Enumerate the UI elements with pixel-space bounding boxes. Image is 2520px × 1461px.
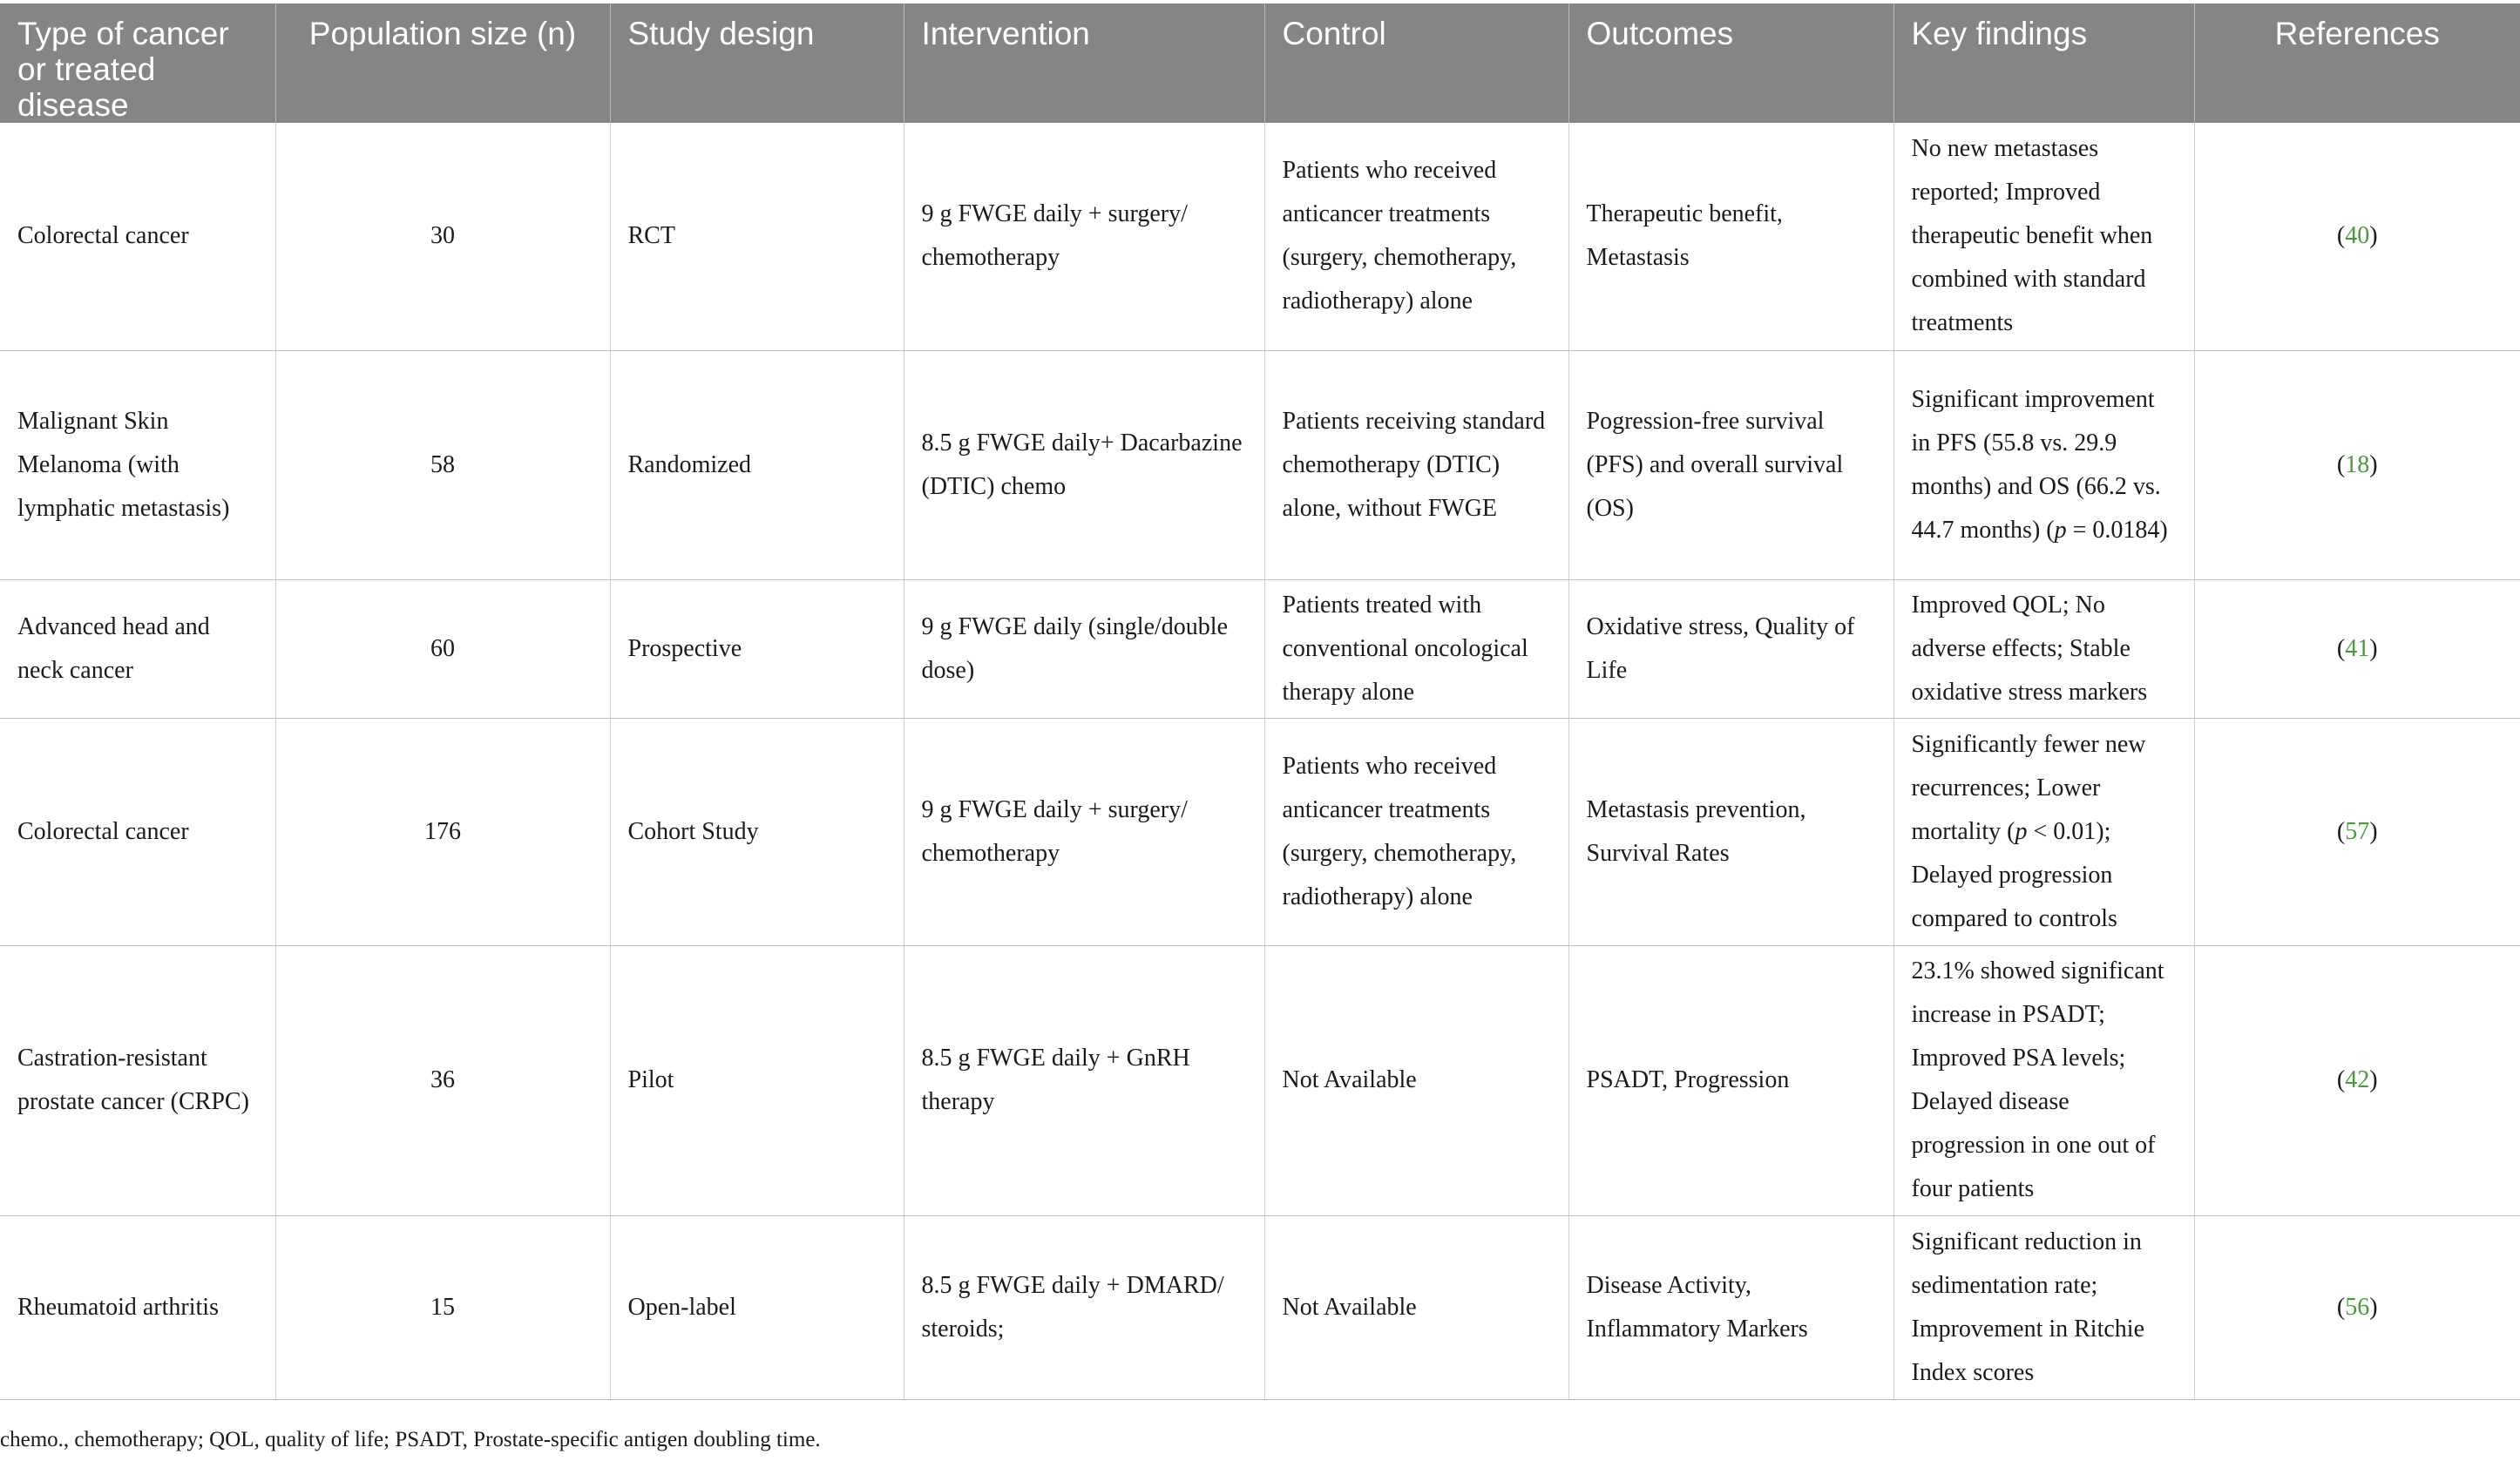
reference-link[interactable]: 41 bbox=[2345, 634, 2370, 662]
findings-text: < 0.01); Delayed progression compared to controls bbox=[1911, 817, 2117, 932]
cell-reference bbox=[2194, 1215, 2520, 1399]
cell-reference bbox=[2194, 945, 2520, 1215]
cell-outcomes: Disease Activity, Inflammatory Markers bbox=[1568, 1215, 1893, 1399]
reference-link[interactable]: 40 bbox=[2345, 222, 2370, 250]
ref-paren-open: ( bbox=[2336, 1066, 2346, 1093]
ref-paren-close: ) bbox=[2369, 450, 2378, 478]
cell-population: 60 bbox=[275, 579, 610, 718]
cell-reference bbox=[2194, 579, 2520, 718]
cell-intervention: 9 g FWGE daily + surgery/ chemotherapy bbox=[904, 718, 1264, 945]
cell-type: Colorectal cancer bbox=[0, 123, 275, 350]
header-type: Type of cancer or treated disease bbox=[0, 3, 275, 123]
ref-paren-close: ) bbox=[2369, 1066, 2378, 1093]
cell-intervention: 8.5 g FWGE daily+ Dacarbazine (DTIC) chemo bbox=[904, 350, 1264, 579]
table-row bbox=[0, 123, 2520, 350]
cell-control: Not Available bbox=[1264, 945, 1568, 1215]
header-control: Control bbox=[1264, 3, 1568, 123]
cell-type: Rheumatoid arthritis bbox=[0, 1215, 275, 1399]
study-table-container bbox=[0, 3, 2520, 1400]
cell-findings: Improved QOL; No adverse effects; Stable oxidative stress markers bbox=[1893, 579, 2194, 718]
clinical-studies-table bbox=[0, 3, 2520, 1400]
cell-outcomes: PSADT, Progression bbox=[1568, 945, 1893, 1215]
cell-design: Open-label bbox=[610, 1215, 904, 1399]
cell-findings: 23.1% showed significant increase in PSADT; Improved PSA levels; Delayed disease progression in one out of four patients bbox=[1893, 945, 2194, 1215]
p-value-symbol: p bbox=[2054, 516, 2067, 544]
ref-paren-close: ) bbox=[2369, 634, 2378, 662]
header-references: References bbox=[2194, 3, 2520, 123]
cell-intervention: 8.5 g FWGE daily + GnRH therapy bbox=[904, 945, 1264, 1215]
cell-findings: No new metastases reported; Improved therapeutic benefit when combined with standard treatments bbox=[1893, 123, 2194, 350]
reference-link[interactable]: 18 bbox=[2345, 450, 2370, 478]
cell-reference bbox=[2194, 123, 2520, 350]
cell-findings bbox=[1893, 350, 2194, 579]
cell-design: Randomized bbox=[610, 350, 904, 579]
cell-control: Patients who received anticancer treatments (surgery, chemotherapy, radiotherapy) alone bbox=[1264, 123, 1568, 350]
findings-text: Significant improvement in PFS (55.8 vs. 29.9 months) and OS (66.2 vs. 44.7 months) ( bbox=[1911, 385, 2161, 544]
ref-paren-close: ) bbox=[2369, 222, 2378, 250]
reference-link[interactable]: 56 bbox=[2345, 1293, 2370, 1321]
header-study-design: Study design bbox=[610, 3, 904, 123]
ref-paren-open: ( bbox=[2336, 222, 2346, 250]
table-row bbox=[0, 579, 2520, 718]
cell-reference bbox=[2194, 718, 2520, 945]
ref-paren-open: ( bbox=[2336, 1293, 2346, 1321]
cell-outcomes: Metastasis prevention, Survival Rates bbox=[1568, 718, 1893, 945]
header-outcomes: Outcomes bbox=[1568, 3, 1893, 123]
p-value-symbol: p bbox=[2015, 817, 2028, 845]
cell-population: 30 bbox=[275, 123, 610, 350]
cell-population: 176 bbox=[275, 718, 610, 945]
table-footnote: chemo., chemotherapy; QOL, quality of life; PSADT, Prostate-specific antigen doubling time. bbox=[0, 1428, 821, 1451]
cell-design: RCT bbox=[610, 123, 904, 350]
cell-design: Pilot bbox=[610, 945, 904, 1215]
table-header bbox=[0, 3, 2520, 123]
reference-link[interactable]: 57 bbox=[2345, 817, 2370, 845]
table-body bbox=[0, 123, 2520, 1399]
cell-outcomes: Pogression-free survival (PFS) and overall survival (OS) bbox=[1568, 350, 1893, 579]
cell-design: Cohort Study bbox=[610, 718, 904, 945]
cell-type: Castration-resistant prostate cancer (CRPC) bbox=[0, 945, 275, 1215]
table-row bbox=[0, 718, 2520, 945]
cell-intervention: 8.5 g FWGE daily + DMARD/ steroids; bbox=[904, 1215, 1264, 1399]
ref-paren-open: ( bbox=[2336, 817, 2346, 845]
cell-type: Colorectal cancer bbox=[0, 718, 275, 945]
table-row bbox=[0, 1215, 2520, 1399]
cell-intervention: 9 g FWGE daily (single/double dose) bbox=[904, 579, 1264, 718]
findings-text: = 0.0184) bbox=[2066, 516, 2168, 544]
ref-paren-close: ) bbox=[2369, 1293, 2378, 1321]
cell-reference bbox=[2194, 350, 2520, 579]
cell-type: Advanced head and neck cancer bbox=[0, 579, 275, 718]
cell-design: Prospective bbox=[610, 579, 904, 718]
cell-control: Patients treated with conventional oncological therapy alone bbox=[1264, 579, 1568, 718]
cell-findings bbox=[1893, 718, 2194, 945]
header-population: Population size (n) bbox=[275, 3, 610, 123]
header-row bbox=[0, 3, 2520, 123]
table-row bbox=[0, 945, 2520, 1215]
cell-outcomes: Therapeutic benefit, Metastasis bbox=[1568, 123, 1893, 350]
header-key-findings: Key findings bbox=[1893, 3, 2194, 123]
cell-population: 58 bbox=[275, 350, 610, 579]
ref-paren-open: ( bbox=[2336, 450, 2346, 478]
cell-control: Not Available bbox=[1264, 1215, 1568, 1399]
findings-text: Significantly fewer new recurrences; Lower mortality ( bbox=[1911, 730, 2146, 845]
table-row bbox=[0, 350, 2520, 579]
cell-findings: Significant reduction in sedimentation rate; Improvement in Ritchie Index scores bbox=[1893, 1215, 2194, 1399]
reference-link[interactable]: 42 bbox=[2345, 1066, 2370, 1093]
cell-control: Patients who received anticancer treatments (surgery, chemotherapy, radiotherapy) alone bbox=[1264, 718, 1568, 945]
cell-intervention: 9 g FWGE daily + surgery/ chemotherapy bbox=[904, 123, 1264, 350]
cell-control: Patients receiving standard chemotherapy (DTIC) alone, without FWGE bbox=[1264, 350, 1568, 579]
cell-population: 15 bbox=[275, 1215, 610, 1399]
ref-paren-close: ) bbox=[2369, 817, 2378, 845]
header-intervention: Intervention bbox=[904, 3, 1264, 123]
cell-type: Malignant Skin Melanoma (with lymphatic metastasis) bbox=[0, 350, 275, 579]
cell-outcomes: Oxidative stress, Quality of Life bbox=[1568, 579, 1893, 718]
ref-paren-open: ( bbox=[2336, 634, 2346, 662]
cell-population: 36 bbox=[275, 945, 610, 1215]
